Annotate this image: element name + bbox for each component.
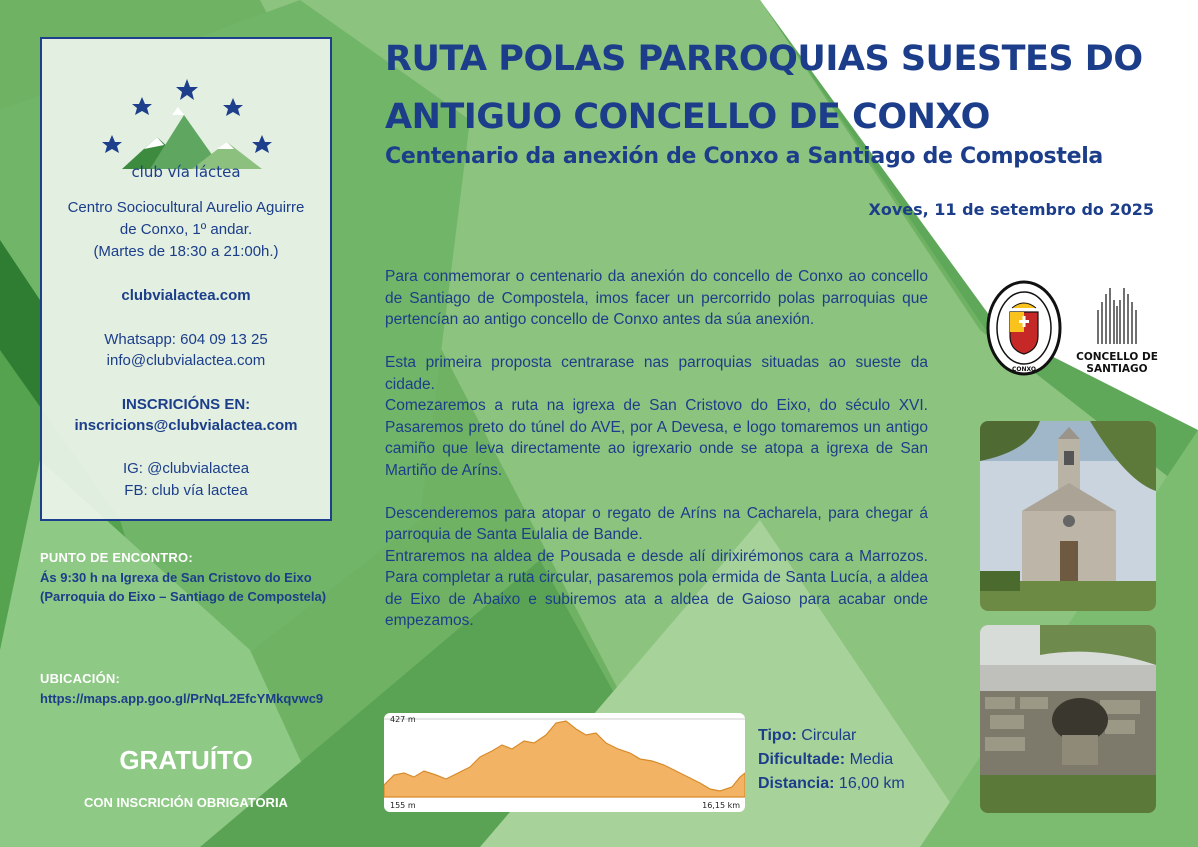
address-line-1: Centro Sociocultural Aurelio Aguirre (67, 199, 305, 216)
website-link[interactable]: clubvialactea.com (121, 287, 251, 304)
santiago-emblem (1074, 284, 1160, 382)
title-line-2: ANTIGUO CONCELLO DE CONXO (385, 97, 990, 137)
route-distance-value: 16,00 km (838, 775, 905, 792)
church-photo (980, 421, 1156, 611)
address-line-2: de Conxo, 1º andar. (119, 221, 253, 238)
email-link[interactable]: info@clubvialactea.com (106, 352, 266, 369)
route-type-value: Circular (801, 727, 857, 744)
page-title (385, 30, 1175, 146)
santiago-emblem-line-1: CONCELLO DE (1076, 351, 1158, 363)
facebook-handle[interactable]: FB: club vía lactea (124, 482, 248, 499)
route-difficulty (758, 751, 893, 769)
meeting-point-section (40, 550, 332, 606)
club-info-card (40, 37, 332, 521)
santiago-emblem-line-2: SANTIAGO (1086, 363, 1148, 375)
santiago-cathedral-icon (1092, 284, 1142, 346)
inscriptions-heading: INSCRICIÓNS EN: (121, 396, 251, 413)
description-paragraph: Comezaremos a ruta na igrexa de San Cristovo do Eixo, do século XVI. Pasaremos preto do túnel do AVE, por A Devesa, e logo tomaremos un antigo camiño que leva directamente ao igrexario onde se atopa a igrexa de San Martiño de Aríns. (385, 397, 928, 479)
description-paragraph: Para conmemorar o centenario da anexión do concello de Conxo ao concello de Santiago de Compostela, imos facer un percorrido polas parroquias que pertencían ao antigo concello de Conxo antes da súa anexión. (385, 268, 928, 328)
club-logo (102, 57, 272, 207)
svg-text:CONXO: CONXO (1011, 366, 1037, 373)
address-line-3: (Martes de 18:30 a 21:00h.) (93, 243, 279, 260)
profile-min-label: 155 m (390, 801, 416, 810)
profile-max-label: 427 m (390, 715, 416, 724)
route-type-label: Tipo: (758, 727, 797, 744)
elevation-profile (384, 713, 745, 812)
fountain-photo (980, 625, 1156, 813)
free-label: GRATUÍTO (119, 745, 253, 775)
route-difficulty-value: Media (849, 751, 894, 768)
route-difficulty-label: Dificultade: (758, 751, 846, 768)
route-distance (758, 775, 905, 793)
title-line-1: RUTA POLAS PARROQUIAS SUESTES DO (385, 39, 1143, 79)
page-subtitle: Centenario da anexión de Conxo a Santiago de Compostela (385, 144, 1103, 169)
meeting-place: Ás 9:30 h na Igrexa de San Cristovo do Eixo (40, 570, 312, 585)
description-paragraph: Esta primeira proposta centrarase nas parroquias situadas ao sueste da cidade. (385, 354, 928, 393)
event-date: Xoves, 11 de setembro do 2025 (868, 200, 1154, 219)
elevation-profile-chart (384, 713, 745, 812)
location-section (40, 671, 332, 708)
meeting-heading: PUNTO DE ENCONTRO: (40, 550, 193, 565)
instagram-handle[interactable]: IG: @clubvialactea (122, 460, 250, 477)
route-description (385, 266, 928, 632)
route-type (758, 727, 856, 745)
location-map-link[interactable]: https://maps.app.goo.gl/PrNqL2EfcYMkqvwc9 (40, 691, 324, 706)
inscriptions-email-link[interactable]: inscricions@clubvialactea.com (74, 417, 298, 434)
club-logo-text: club vía láctea (131, 163, 241, 181)
description-paragraph: Descenderemos para atopar o regato de Aríns na Cacharela, para chegar á parroquia de Santa Eulalia de Bande. (385, 504, 928, 543)
registration-note: CON INSCRICIÓN OBRIGATORIA (84, 795, 288, 810)
conxo-seal-emblem (986, 280, 1062, 376)
description-paragraph: Entraremos na aldea de Pousada e desde alí dirixirémonos cara a Marrozos. Para completar a ruta circular, pasaremos pola ermida de Santa Lucía, a aldea de Eixo de Abaixo e subiremos ata a aldea de Gaioso para acabar onde empezamos. (385, 547, 928, 629)
location-heading: UBICACIÓN: (40, 671, 120, 686)
meeting-parish: (Parroquia do Eixo – Santiago de Compostela) (40, 589, 327, 604)
profile-distance-label: 16,15 km (702, 801, 740, 810)
whatsapp-contact: Whatsapp: 604 09 13 25 (104, 331, 268, 348)
route-distance-label: Distancia: (758, 775, 835, 792)
